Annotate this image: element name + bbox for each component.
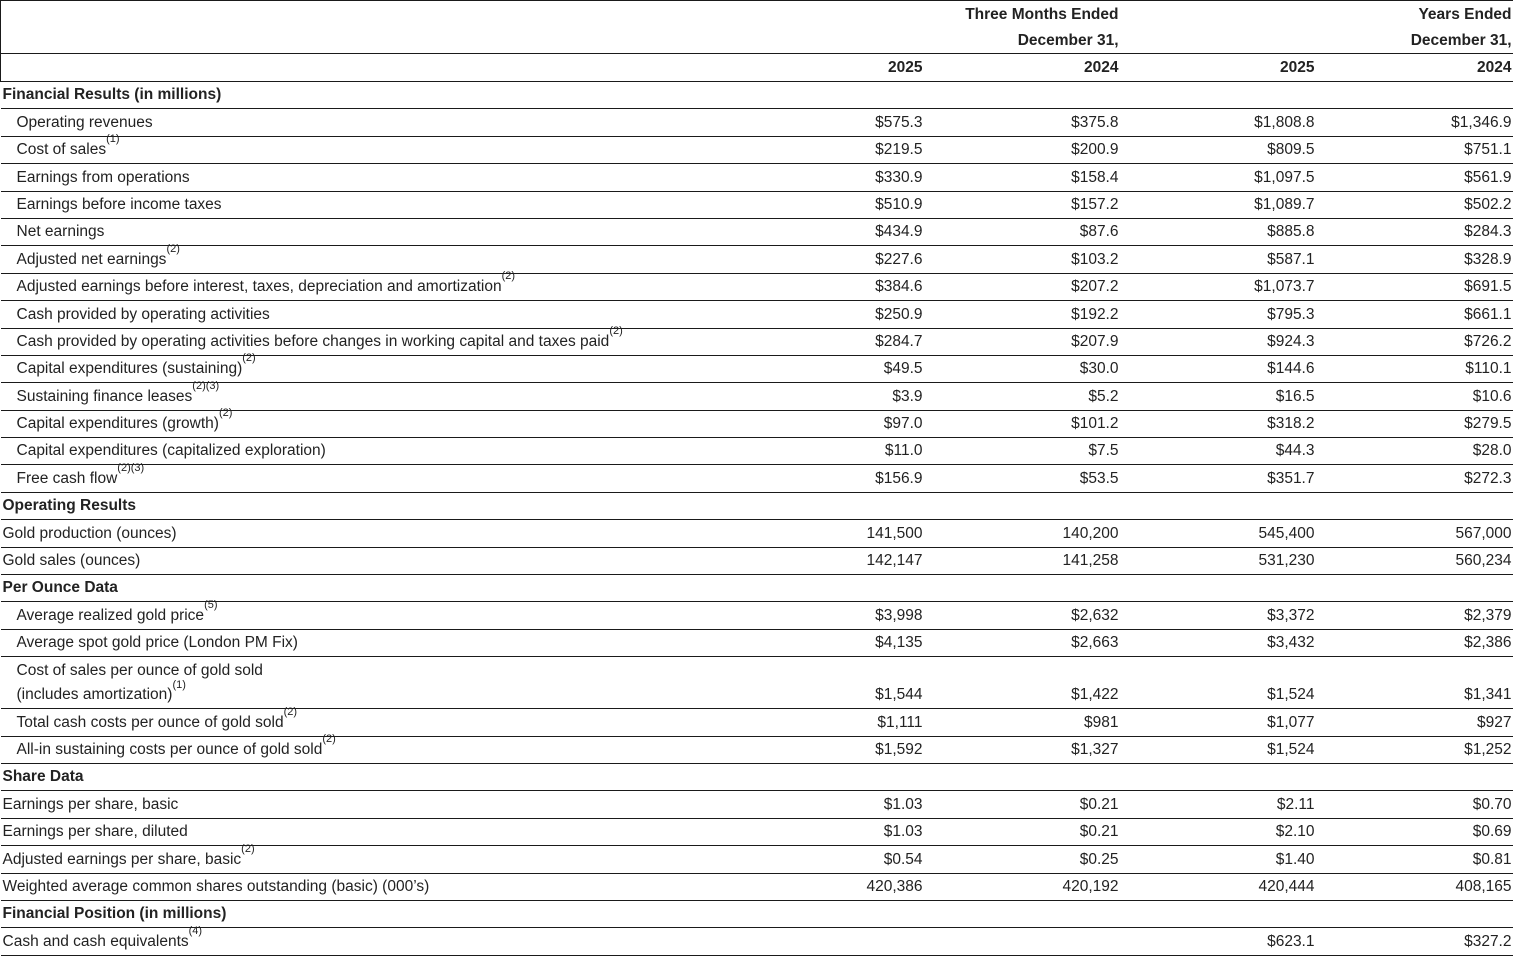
value-cell-col2: 420,192: [925, 873, 1121, 900]
section-header-row: [1, 492, 1513, 519]
section-header-row: [1, 763, 1513, 790]
footnote-ref: (5): [204, 599, 217, 611]
value-cell-col4: $661.1: [1317, 301, 1513, 328]
row-label-cell: [1, 438, 729, 465]
value-cell-col4: $1,252: [1317, 736, 1513, 763]
row-label-cell: [1, 629, 729, 656]
section-header-row: [1, 575, 1513, 602]
value-cell-col1: $3,998: [729, 602, 925, 629]
row-label-cell: [1, 246, 729, 273]
footnote-ref: (1): [106, 133, 119, 145]
value-cell-col4: $110.1: [1317, 355, 1513, 382]
value-cell-col2: $5.2: [925, 383, 1121, 410]
value-cell-col4: $0.69: [1317, 818, 1513, 845]
header-year-col3: 2025: [1121, 54, 1317, 82]
row-label: Earnings from operations: [17, 169, 190, 186]
value-cell-col2: $981: [925, 709, 1121, 736]
row-label: Earnings per share, diluted: [3, 823, 188, 840]
row-label: All-in sustaining costs per ounce of gold sold: [17, 741, 323, 758]
value-cell-col2: $53.5: [925, 465, 1121, 492]
table-row: [1, 273, 1513, 300]
table-row: [1, 602, 1513, 629]
row-label-cell: [1, 218, 729, 245]
row-label-cell: [1, 846, 729, 873]
row-label-cell: [1, 191, 729, 218]
value-cell-col4: $0.70: [1317, 791, 1513, 818]
value-cell-col1: 142,147: [729, 547, 925, 574]
section-header-row: [1, 900, 1513, 927]
footnote-ref: (2): [284, 706, 297, 718]
value-cell-col2: $2,663: [925, 629, 1121, 656]
footnote-ref: (2): [166, 243, 179, 255]
table-row: [1, 928, 1513, 955]
table-row: [1, 191, 1513, 218]
value-cell-col2: $158.4: [925, 164, 1121, 191]
value-cell-col3: $3,372: [1121, 602, 1317, 629]
value-cell-col3: $795.3: [1121, 301, 1317, 328]
value-cell-col3: $144.6: [1121, 355, 1317, 382]
row-label: Cash provided by operating activities: [17, 306, 270, 323]
table-row: [1, 520, 1513, 547]
value-cell-col4: $284.3: [1317, 218, 1513, 245]
header-row-years: [1, 54, 1513, 82]
value-cell-col4: $272.3: [1317, 465, 1513, 492]
footnote-ref: (2): [609, 325, 622, 337]
header-year-col1: 2025: [729, 54, 925, 82]
value-cell-col4: $726.2: [1317, 328, 1513, 355]
value-cell-col3: $1,089.7: [1121, 191, 1317, 218]
value-cell-col1: $11.0: [729, 438, 925, 465]
row-label: Capital expenditures (growth): [17, 415, 219, 432]
table-row: [1, 846, 1513, 873]
row-label: Capital expenditures (capitalized exploration): [17, 442, 326, 459]
value-cell-col2: $1,422: [925, 657, 1121, 709]
value-cell-col1: $384.6: [729, 273, 925, 300]
value-cell-col4: $279.5: [1317, 410, 1513, 437]
footnote-ref: (2)(3): [192, 380, 219, 392]
value-cell-col2: $30.0: [925, 355, 1121, 382]
value-cell-col1: $227.6: [729, 246, 925, 273]
value-cell-col1: 141,500: [729, 520, 925, 547]
section-title: Financial Position (in millions): [1, 900, 1513, 927]
row-label: Cash provided by operating activities before changes in working capital and taxes paid: [17, 333, 610, 350]
value-cell-col3: $1.40: [1121, 846, 1317, 873]
value-cell-col3: $587.1: [1121, 246, 1317, 273]
row-label-cell: [1, 818, 729, 845]
value-cell-col2: $0.21: [925, 791, 1121, 818]
table-row: [1, 736, 1513, 763]
value-cell-col3: $1,097.5: [1121, 164, 1317, 191]
table-row: [1, 136, 1513, 163]
table-row: [1, 547, 1513, 574]
value-cell-col2: $0.21: [925, 818, 1121, 845]
value-cell-col2: $1,327: [925, 736, 1121, 763]
row-label: Operating revenues: [17, 114, 153, 131]
section-header-row: [1, 82, 1513, 109]
value-cell-col4: $327.2: [1317, 928, 1513, 955]
value-cell-col3: $1,524: [1121, 657, 1317, 709]
value-cell-col2: [925, 928, 1121, 955]
footnote-ref: (2): [322, 733, 335, 745]
value-cell-col1: $97.0: [729, 410, 925, 437]
value-cell-col3: $623.1: [1121, 928, 1317, 955]
value-cell-col3: $1,073.7: [1121, 273, 1317, 300]
value-cell-col4: $1,341: [1317, 657, 1513, 709]
table-row: [1, 164, 1513, 191]
header-group2-line1: Years Ended: [1317, 1, 1513, 30]
value-cell-col1: $3.9: [729, 383, 925, 410]
footnote-ref: (1): [172, 679, 185, 691]
table-row: [1, 873, 1513, 900]
header-year-col4: 2024: [1317, 54, 1513, 82]
footnote-ref: (2): [242, 352, 255, 364]
table-row: [1, 246, 1513, 273]
footnote-ref: (2): [241, 843, 254, 855]
row-label: Weighted average common shares outstanding (basic) (000’s): [3, 878, 430, 895]
header-row-1: [1, 1, 1513, 30]
value-cell-col2: 140,200: [925, 520, 1121, 547]
table-row: [1, 629, 1513, 656]
value-cell-col3: $318.2: [1121, 410, 1317, 437]
header-row-2: [1, 29, 1513, 54]
row-label-cell: [1, 301, 729, 328]
row-label: Gold sales (ounces): [3, 552, 141, 569]
footnote-ref: (2)(3): [117, 462, 144, 474]
header-year-col2: 2024: [925, 54, 1121, 82]
table-row: [1, 438, 1513, 465]
table-row: [1, 218, 1513, 245]
row-label: Earnings per share, basic: [3, 796, 179, 813]
value-cell-col4: $10.6: [1317, 383, 1513, 410]
row-label: Sustaining finance leases: [17, 388, 193, 405]
value-cell-col2: $207.9: [925, 328, 1121, 355]
value-cell-col3: $1,077: [1121, 709, 1317, 736]
value-cell-col3: $1,808.8: [1121, 109, 1317, 136]
row-label-cell: [1, 383, 729, 410]
value-cell-col4: $502.2: [1317, 191, 1513, 218]
value-cell-col1: $575.3: [729, 109, 925, 136]
value-cell-col1: $284.7: [729, 328, 925, 355]
row-label: Free cash flow: [17, 470, 118, 487]
value-cell-col1: $330.9: [729, 164, 925, 191]
value-cell-col3: 545,400: [1121, 520, 1317, 547]
row-label: Average realized gold price: [17, 607, 205, 624]
row-label-cell: [1, 657, 729, 709]
row-label: Cost of sales: [17, 141, 107, 158]
table-row: [1, 410, 1513, 437]
row-label-cell: [1, 520, 729, 547]
table-row: [1, 301, 1513, 328]
section-title: Financial Results (in millions): [1, 82, 1513, 109]
header-group1-line1: Three Months Ended: [925, 1, 1121, 30]
value-cell-col4: $1,346.9: [1317, 109, 1513, 136]
value-cell-col1: $219.5: [729, 136, 925, 163]
value-cell-col1: $434.9: [729, 218, 925, 245]
table-row: [1, 818, 1513, 845]
row-label: Adjusted net earnings: [17, 251, 167, 268]
row-label: Capital expenditures (sustaining): [17, 360, 243, 377]
row-label: Gold production (ounces): [3, 525, 177, 542]
value-cell-col1: 420,386: [729, 873, 925, 900]
row-label: Earnings before income taxes: [17, 196, 222, 213]
value-cell-col3: $2.10: [1121, 818, 1317, 845]
row-label-cell: [1, 791, 729, 818]
row-label: Net earnings: [17, 223, 105, 240]
row-label-cell: [1, 709, 729, 736]
section-title: Share Data: [1, 763, 1513, 790]
row-label-continued: (includes amortization): [17, 686, 173, 703]
value-cell-col3: $16.5: [1121, 383, 1317, 410]
value-cell-col2: $101.2: [925, 410, 1121, 437]
table-row: [1, 109, 1513, 136]
value-cell-col4: $328.9: [1317, 246, 1513, 273]
value-cell-col2: $157.2: [925, 191, 1121, 218]
value-cell-col1: $156.9: [729, 465, 925, 492]
value-cell-col2: 141,258: [925, 547, 1121, 574]
row-label-cell: [1, 928, 729, 955]
table-row: [1, 657, 1513, 709]
value-cell-col4: $927: [1317, 709, 1513, 736]
row-label: Total cash costs per ounce of gold sold: [17, 714, 284, 731]
value-cell-col4: 560,234: [1317, 547, 1513, 574]
row-label-cell: [1, 355, 729, 382]
value-cell-col3: $885.8: [1121, 218, 1317, 245]
value-cell-col3: $809.5: [1121, 136, 1317, 163]
row-label: Adjusted earnings before interest, taxes, depreciation and amortization: [17, 278, 502, 295]
footnote-ref: (2): [219, 407, 232, 419]
value-cell-col1: $1,592: [729, 736, 925, 763]
row-label-cell: [1, 736, 729, 763]
value-cell-col3: 420,444: [1121, 873, 1317, 900]
row-label-cell: [1, 136, 729, 163]
value-cell-col2: $375.8: [925, 109, 1121, 136]
section-title: Operating Results: [1, 492, 1513, 519]
value-cell-col3: 531,230: [1121, 547, 1317, 574]
value-cell-col4: 408,165: [1317, 873, 1513, 900]
value-cell-col3: $1,524: [1121, 736, 1317, 763]
section-title: Per Ounce Data: [1, 575, 1513, 602]
value-cell-col1: $250.9: [729, 301, 925, 328]
row-label-cell: [1, 465, 729, 492]
row-label: Cash and cash equivalents: [3, 933, 189, 950]
value-cell-col2: $87.6: [925, 218, 1121, 245]
value-cell-col4: $751.1: [1317, 136, 1513, 163]
value-cell-col1: $1,111: [729, 709, 925, 736]
value-cell-col4: 567,000: [1317, 520, 1513, 547]
value-cell-col1: [729, 928, 925, 955]
value-cell-col2: $7.5: [925, 438, 1121, 465]
value-cell-col1: $0.54: [729, 846, 925, 873]
value-cell-col2: $2,632: [925, 602, 1121, 629]
value-cell-col1: $1,544: [729, 657, 925, 709]
value-cell-col1: $1.03: [729, 791, 925, 818]
row-label-cell: [1, 602, 729, 629]
row-label-cell: [1, 410, 729, 437]
row-label: Adjusted earnings per share, basic: [3, 851, 242, 868]
value-cell-col3: $924.3: [1121, 328, 1317, 355]
value-cell-col2: $200.9: [925, 136, 1121, 163]
row-label-cell: [1, 873, 729, 900]
table-row: [1, 791, 1513, 818]
value-cell-col1: $1.03: [729, 818, 925, 845]
table-body: [1, 1, 1513, 956]
value-cell-col1: $49.5: [729, 355, 925, 382]
value-cell-col3: $351.7: [1121, 465, 1317, 492]
value-cell-col3: $44.3: [1121, 438, 1317, 465]
row-label-cell: [1, 328, 729, 355]
table-row: [1, 355, 1513, 382]
row-label-cell: [1, 273, 729, 300]
value-cell-col4: $691.5: [1317, 273, 1513, 300]
row-label-cell: [1, 547, 729, 574]
value-cell-col3: $2.11: [1121, 791, 1317, 818]
value-cell-col4: $2,386: [1317, 629, 1513, 656]
value-cell-col2: $207.2: [925, 273, 1121, 300]
value-cell-col4: $2,379: [1317, 602, 1513, 629]
value-cell-col3: $3,432: [1121, 629, 1317, 656]
row-label: Cost of sales per ounce of gold sold: [17, 659, 729, 683]
value-cell-col2: $103.2: [925, 246, 1121, 273]
value-cell-col1: $4,135: [729, 629, 925, 656]
value-cell-col4: $0.81: [1317, 846, 1513, 873]
table-row: [1, 465, 1513, 492]
footnote-ref: (4): [189, 925, 202, 937]
table-row: [1, 328, 1513, 355]
value-cell-col1: $510.9: [729, 191, 925, 218]
row-label: Average spot gold price (London PM Fix): [17, 634, 298, 651]
footnote-ref: (2): [502, 270, 515, 282]
value-cell-col2: $192.2: [925, 301, 1121, 328]
header-group2-line2: December 31,: [1317, 29, 1513, 54]
header-group1-line2: December 31,: [925, 29, 1121, 54]
value-cell-col2: $0.25: [925, 846, 1121, 873]
value-cell-col4: $561.9: [1317, 164, 1513, 191]
value-cell-col4: $28.0: [1317, 438, 1513, 465]
table-row: [1, 709, 1513, 736]
row-label-cell: [1, 164, 729, 191]
